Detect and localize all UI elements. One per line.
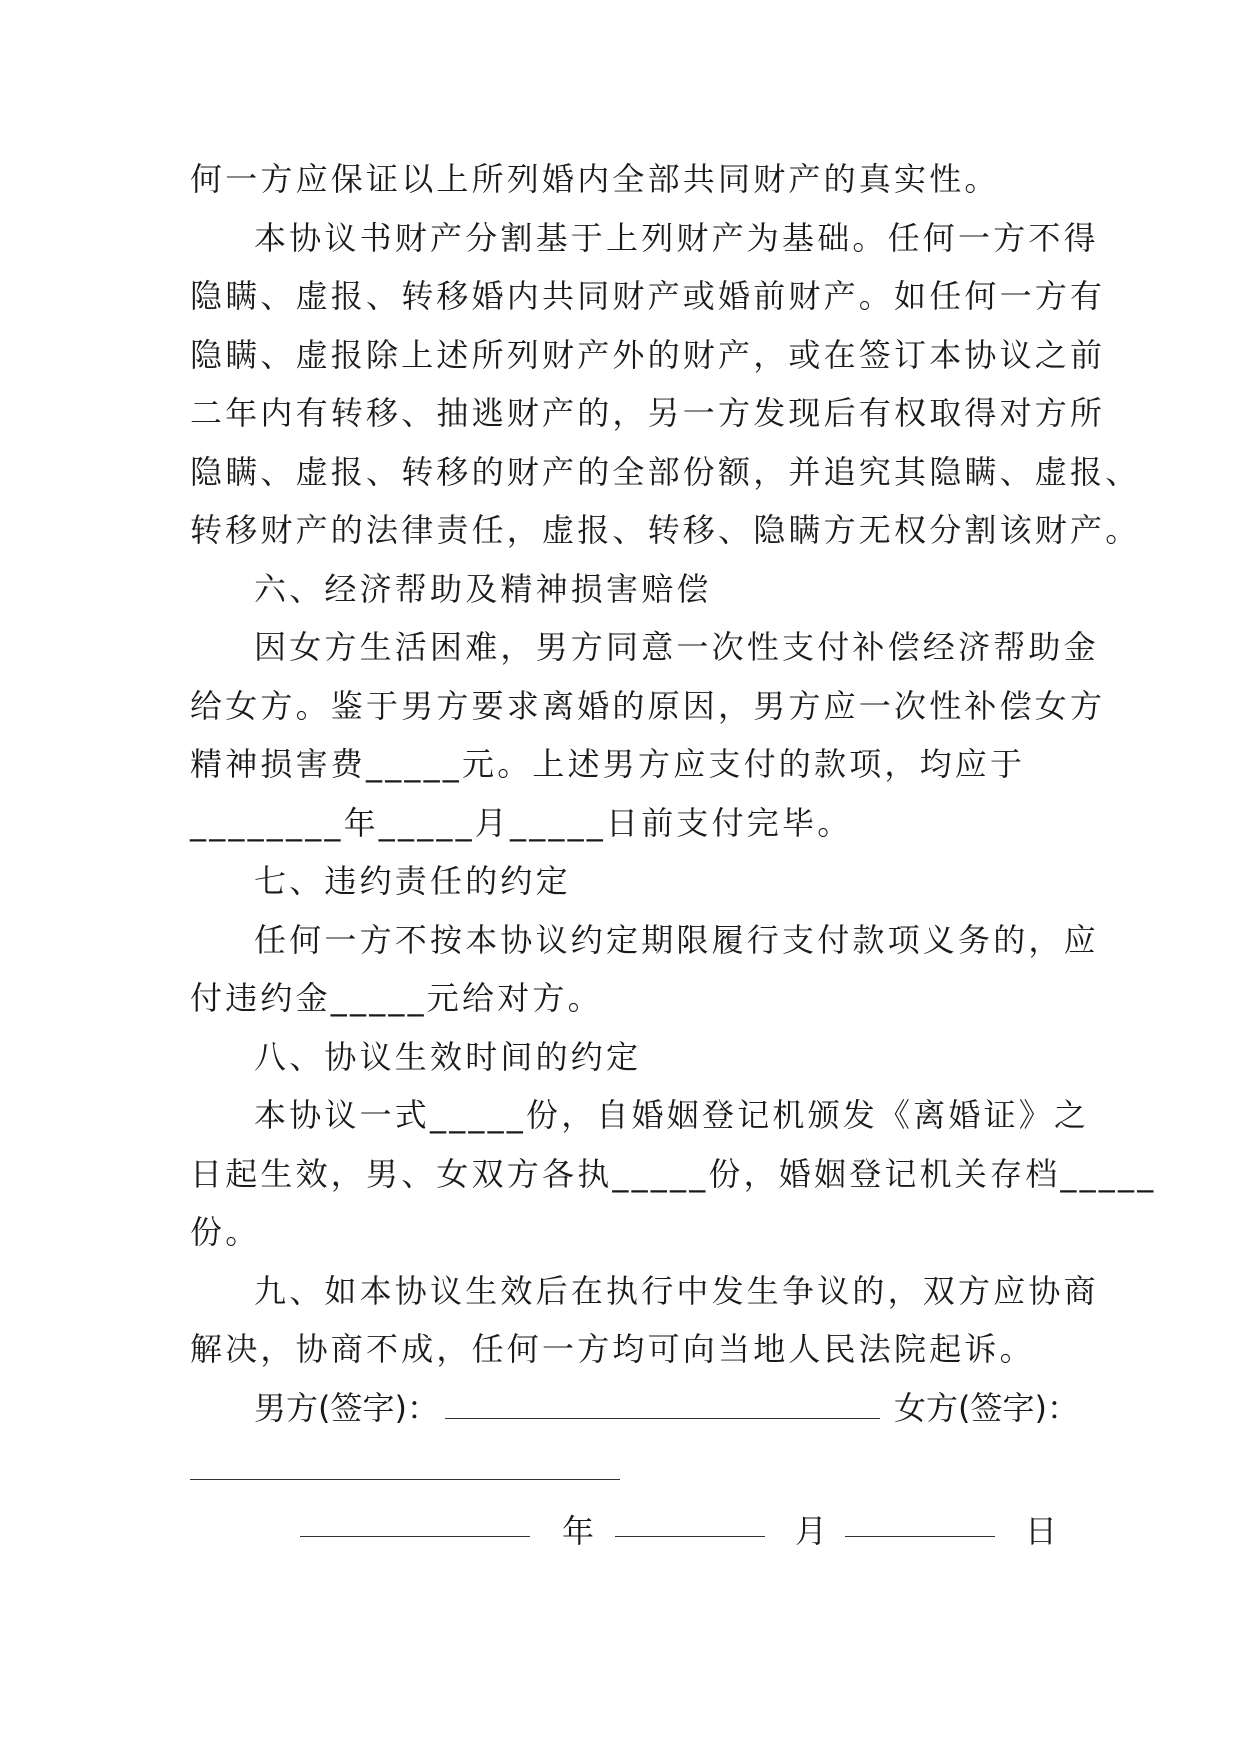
paragraph-line: 转移财产的法律责任，虚报、转移、隐瞒方无权分割该财产。	[190, 511, 1141, 549]
female-signature-line[interactable]	[190, 1449, 620, 1480]
paragraph-line: 份。	[190, 1213, 261, 1251]
month-blank[interactable]	[615, 1506, 765, 1537]
document-page	[190, 150, 1157, 1566]
paragraph-line: 精神损害费_____元。上述男方应支付的款项，均应于	[190, 745, 1026, 783]
female-signature-label: 女方(签字)：	[893, 1388, 1079, 1427]
male-signature-line[interactable]	[445, 1388, 880, 1419]
day-label: 日	[1025, 1511, 1058, 1550]
male-signature-label: 男方(签字)：	[254, 1388, 439, 1427]
paragraph-line: ________年_____月_____日前支付完毕。	[190, 803, 853, 842]
signature-row	[190, 1379, 1079, 1438]
paragraph-line: 隐瞒、虚报除上述所列财产外的财产，或在签订本协议之前	[190, 335, 1106, 374]
paragraph-line: 隐瞒、虚报、转移婚内共同财产或婚前财产。如任何一方有	[190, 277, 1106, 315]
year-blank[interactable]	[300, 1506, 530, 1537]
paragraph-line: 给女方。鉴于男方要求离婚的原因，男方应一次性补偿女方	[190, 686, 1106, 725]
paragraph-line: 九、如本协议生效后在执行中发生争议的，双方应协商	[254, 1271, 1099, 1310]
month-label: 月	[795, 1511, 828, 1550]
paragraph-line: 付违约金_____元给对方。	[190, 979, 603, 1017]
paragraph-line: 二年内有转移、抽逃财产的，另一方发现后有权取得对方所	[190, 394, 1106, 432]
paragraph-line: 解决，协商不成，任何一方均可向当地人民法院起诉。	[190, 1330, 1035, 1368]
paragraph-line: 日起生效，男、女双方各执_____份，婚姻登记机关存档_____	[190, 1154, 1157, 1193]
section-heading: 八、协议生效时间的约定	[254, 1037, 642, 1076]
year-label: 年	[562, 1511, 595, 1550]
paragraph-line: 因女方生活困难，男方同意一次性支付补偿经济帮助金	[254, 628, 1099, 666]
section-heading: 六、经济帮助及精神损害赔偿	[254, 569, 712, 608]
female-signature-line-row	[190, 1437, 1050, 1496]
paragraph-line: 本协议一式_____份，自婚姻登记机颁发《离婚证》之	[254, 1096, 1090, 1134]
paragraph-line: 本协议书财产分割基于上列财产为基础。任何一方不得	[254, 218, 1099, 257]
paragraph-line: 隐瞒、虚报、转移的财产的全部份额，并追究其隐瞒、虚报、	[190, 452, 1141, 491]
paragraph-line: 何一方应保证以上所列婚内全部共同财产的真实性。	[190, 160, 1000, 198]
section-heading: 七、违约责任的约定	[254, 862, 571, 900]
paragraph-line: 任何一方不按本协议约定期限履行支付款项义务的，应	[254, 920, 1099, 959]
date-row	[190, 1496, 1058, 1566]
day-blank[interactable]	[845, 1506, 995, 1537]
